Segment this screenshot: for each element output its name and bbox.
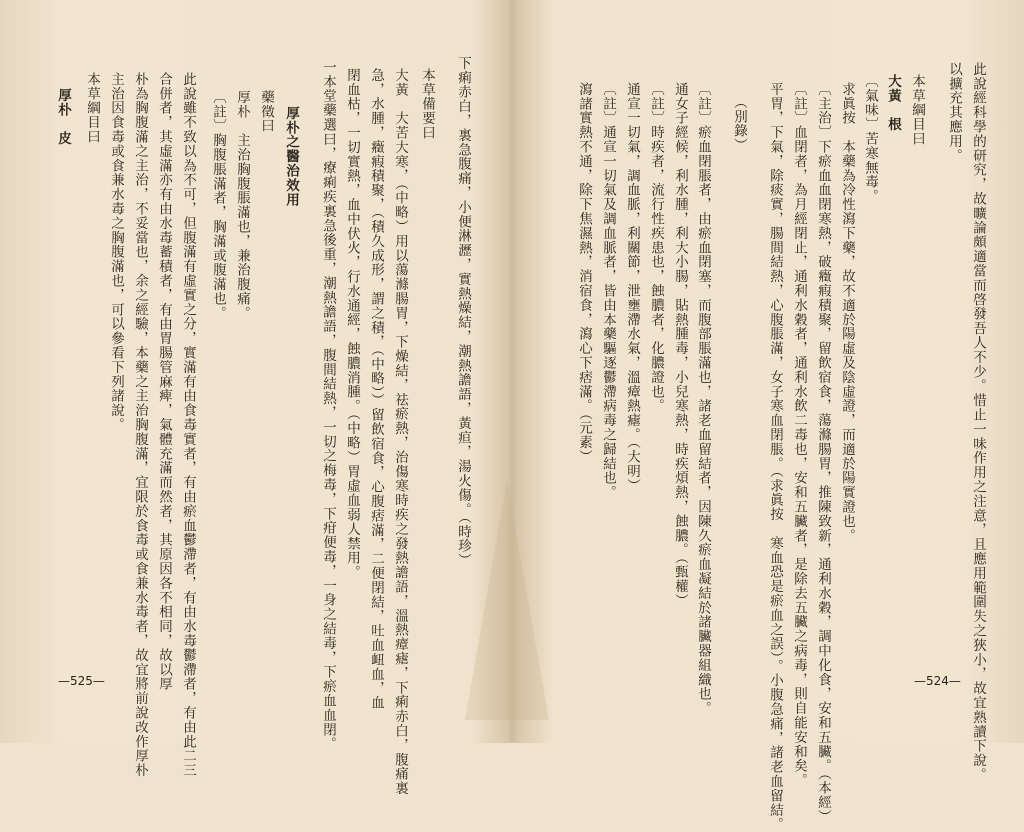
text-column: 〔註〕通宣一切氣及調血脈者，皆由本藥驅逐鬱滯病毒之歸結也。: [600, 82, 616, 500]
text-column: 以擴充其應用。: [946, 62, 962, 163]
left-page: [0, 0, 506, 796]
text-column: 本草備要曰: [419, 68, 435, 140]
text-column: 閉血枯，一切實熱，血中伏火，行水通經，蝕膿消腫。（中略）胃虛血弱人禁用。: [344, 68, 360, 580]
text-column: 大黃 大苦大寒，（中略）用以蕩滌腸胃，下燥結，祛瘀熱，治傷寒時疾之發熱譫語，溫熱瘴瘧，下痢赤白，腹痛裏: [392, 68, 408, 796]
text-column: 下痢赤白，裏急腹痛，小便淋瀝，實熱燥結，潮熱譫語，黃疸，湯火傷。（時珍）: [455, 56, 471, 568]
text-column: 一本堂藥選曰，療痢疾裏急後重，潮熱譫語，腹間結熱，一切之梅毒，下疳便毒，一身之結毒，下瘀血血閉。: [320, 60, 336, 752]
page-number: —525—: [58, 674, 105, 688]
text-column: 〔註〕血閉者，為月經閉止，通利水穀者，通利水飲二毒也，安和五臟者，是除去五臟之病毒，則自能安和矣。: [791, 82, 807, 788]
page-number: —524—: [914, 674, 961, 688]
text-column: 此說雖不致以為不可，但腹滿有虛實之分，實滿有由食毒實者，有由瘀血鬱滯者，有由水毒鬱滯者，有由此二三: [180, 72, 196, 778]
text-column: 藥徵曰: [258, 90, 274, 134]
section-heading: 厚朴之醫治效用: [283, 106, 299, 207]
text-column: 本草綱目曰: [909, 74, 925, 146]
text-column: 此說經科學的研究，故曠論頗適當而啓發吾人不少。惜止一味作用之注意，且應用範圍失之狹小，故宜熟讀下說。: [970, 62, 986, 782]
text-column: 厚朴 主治胸腹脹滿也，兼治腹痛。: [234, 90, 250, 321]
text-column: 急，水腫，癥瘕積聚，（積久成形，謂之積，（中略））留飲宿食，心腹痞滿，二便閉結，吐血衄血，血: [368, 68, 384, 711]
entry-heading: 厚朴 皮: [55, 88, 71, 146]
text-column: （別錄）: [731, 95, 747, 153]
text-column: 〔註〕胸腹脹滿者，胸滿或腹滿也。: [210, 90, 226, 321]
text-column: 本草綱目曰: [84, 72, 100, 144]
text-column: 朴為胸腹滿之主治，不妥當也，余之經驗，本藥之主治胸腹滿，宜限於食毒或食兼水毒者，故宜將前說改作厚朴: [132, 72, 148, 778]
text-column: 求眞按 本藥為冷性瀉下藥，故不適於陽虛及陰虛證，而適於陽實證也。: [839, 82, 855, 543]
text-column: 〔氣味〕苦寒無毒。: [862, 74, 878, 204]
text-column: 主治因食毒或食兼水毒之胸腹滿也，可以參看下列諸說。: [108, 72, 124, 432]
text-column: 通女子經候，利水腫，利大小腸，貼熱腫毒，小兒寒熱，時疾煩熱，蝕膿。（甄權）: [672, 82, 688, 609]
text-column: 〔註〕瘀血閉脹者，由瘀血閉塞，而腹部脹滿也，諸老血留結者，因陳久瘀血凝結於諸臟器組織也。: [695, 82, 711, 716]
text-column: 合併者，其虛滿亦有由水毒蓄積者，有由胃腸管麻痺，氣體充滿而然者，其原因各不相同，故以厚: [156, 72, 172, 692]
right-page: [512, 0, 1024, 832]
text-column: 〔主治〕下瘀血血閉寒熱，破癥瘕積聚，留飲宿食，蕩滌腸胃，推陳致新，通利水穀，調中化食，安和五臟。（本經）: [815, 82, 831, 825]
text-column: 瀉諸實熱不通，除下焦濕熱，消宿食，瀉心下痞滿。（元素）: [576, 82, 592, 465]
entry-heading: 大黃 根: [885, 74, 901, 132]
text-column: 〔註〕時疾者，流行性疾患也，蝕膿者，化膿證也。: [648, 82, 664, 414]
text-column: 通宣一切氣，調血脈，利關節，泄壅滯水氣，溫瘴熱瘧。（大明）: [624, 82, 640, 493]
text-column: 平胃，下氣，除痰實，腸間結熱，心腹脹滿，女子寒血閉脹。（求眞按 寒血恐是瘀血之誤）。小腹急痛，諸老血留結。: [767, 82, 783, 832]
